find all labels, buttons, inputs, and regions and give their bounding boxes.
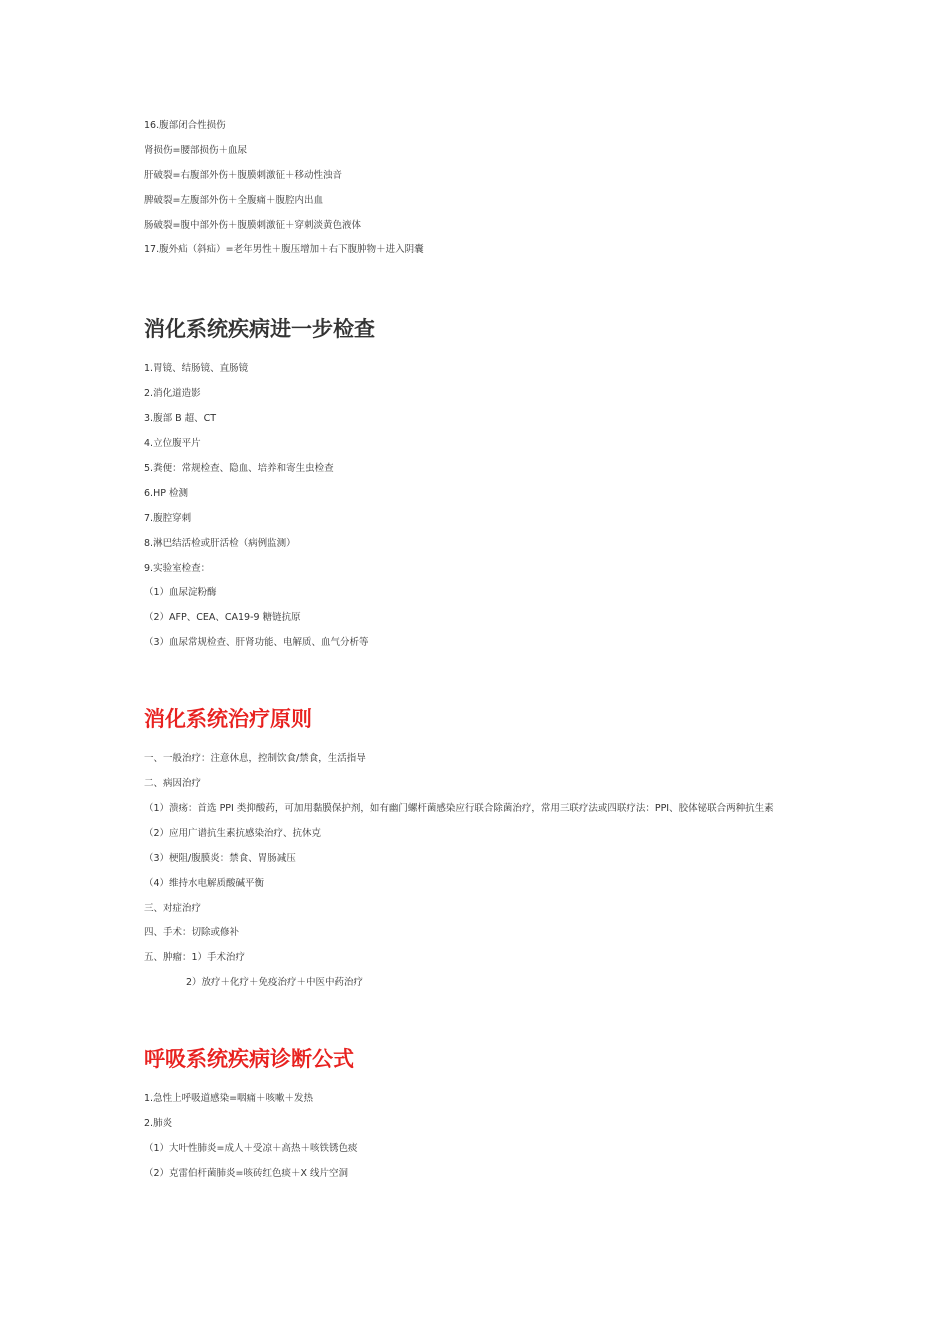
text-line: 肝破裂=右腹部外伤＋腹膜刺激征＋移动性浊音 [144,169,342,181]
text-line: （1）大叶性肺炎=成人＋受凉＋高热＋咳铁锈色痰 [144,1143,358,1155]
section-heading: 消化系统治疗原则 [144,707,312,732]
text-line: 一、一般治疗：注意休息，控制饮食/禁食，生活指导 [144,753,366,765]
text-line: （2）克雷伯杆菌肺炎=咳砖红色痰＋X 线片空洞 [144,1167,349,1179]
text-line: 17.腹外疝（斜疝）=老年男性＋腹压增加＋右下腹肿物＋进入阴囊 [144,244,424,256]
section-digestive-exams [144,315,924,649]
text-line: 9.实验室检查： [144,562,211,574]
text-line: 1.急性上呼吸道感染=咽痛＋咳嗽＋发热 [144,1093,314,1105]
text-line: 7.腹腔穿刺 [144,512,192,524]
text-line: 2.消化道造影 [144,388,201,400]
text-line: 5.粪便：常规检查、隐血、培养和寄生虫检查 [144,463,334,475]
text-line: （2）AFP、CEA、CA19-9 糖链抗原 [144,612,301,624]
text-line: （1）血尿淀粉酶 [144,587,217,599]
section-heading: 呼吸系统疾病诊断公式 [144,1047,354,1072]
text-line: 四、手术：切除或修补 [144,927,240,939]
text-line: （3）血尿常规检查、肝肾功能、电解质、血气分析等 [144,637,369,649]
text-line: 6.HP 检测 [144,487,188,499]
text-line: 4.立位腹平片 [144,438,201,450]
section-heading: 消化系统疾病进一步检查 [144,317,375,342]
text-line: 三、对症治疗 [144,902,202,914]
text-line: （3）梗阻/腹膜炎：禁食、胃肠减压 [144,852,296,864]
text-line-indented: 2）放疗＋化疗＋免疫治疗＋中医中药治疗 [186,977,364,989]
text-line: 1.胃镜、结肠镜、直肠镜 [144,363,249,375]
text-line: 16.腹部闭合性损伤 [144,120,226,131]
text-line: 肠破裂=腹中部外伤＋腹膜刺激征＋穿刺淡黄色液体 [144,219,361,231]
section-respiratory-diagnosis [144,1045,924,1180]
document-page [144,120,924,1193]
text-line: 肾损伤=腰部损伤＋血尿 [144,144,247,156]
section-abdominal-trauma [144,120,924,256]
section-digestive-treatment [144,705,924,989]
text-line: 3.腹部 B 超、CT [144,413,217,425]
text-line: 2.肺炎 [144,1118,173,1130]
text-line: （2）应用广谱抗生素抗感染治疗、抗休克 [144,827,322,839]
text-line: （4）维持水电解质酸碱平衡 [144,877,265,889]
text-line: 二、病因治疗 [144,778,202,790]
text-line: 脾破裂=左腹部外伤＋全腹痛＋腹腔内出血 [144,194,323,206]
text-line: 8.淋巴结活检或肝活检（病例监测） [144,537,296,549]
text-line: （1）溃疡：首选 PPI 类抑酸药，可加用黏膜保护剂，如有幽门螺杆菌感染应行联合除菌治疗，常用三联疗法或四联疗法：PPI、胶体铋联合两种抗生素 [144,803,774,815]
text-line: 五、肿瘤：1）手术治疗 [144,952,246,964]
